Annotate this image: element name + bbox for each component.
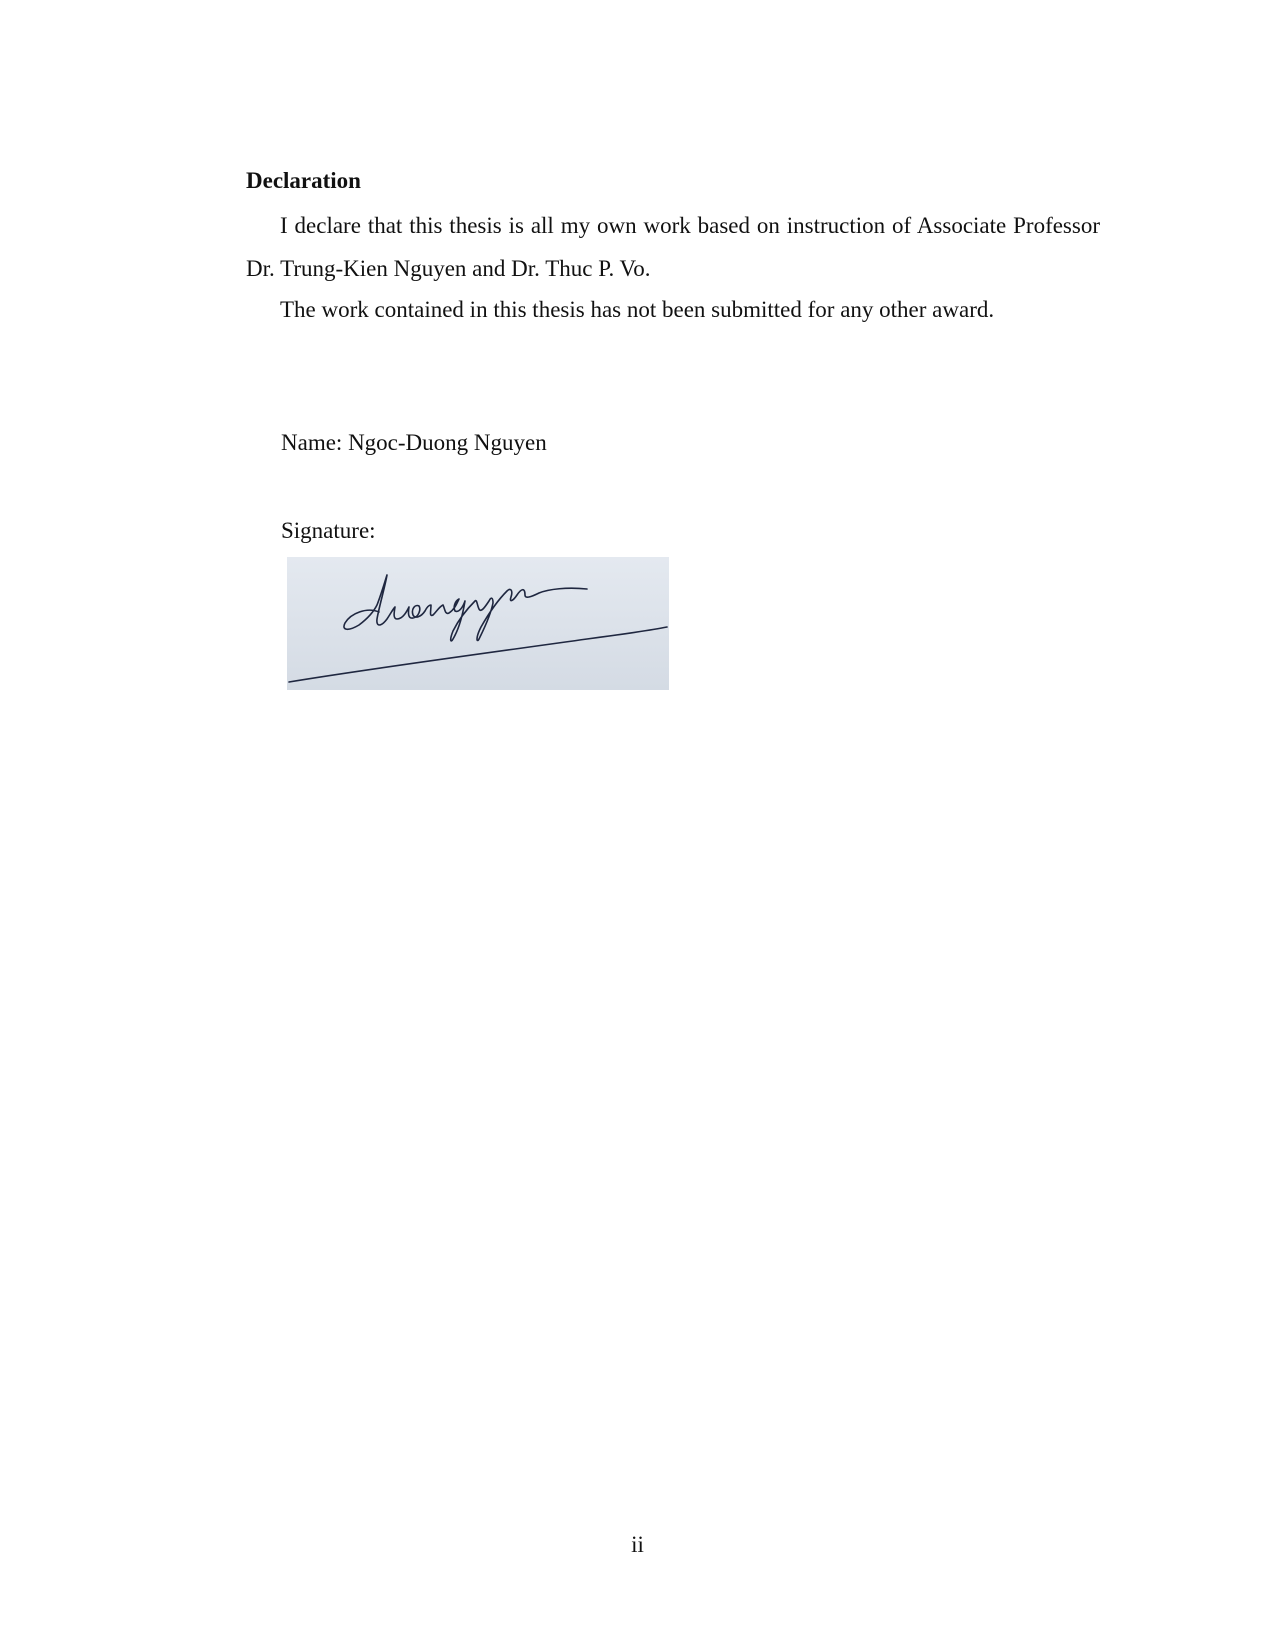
name-label: Name: [281,430,343,455]
section-heading: Declaration [246,168,361,193]
name-value: Ngoc-Duong Nguyen [348,430,547,455]
signature-image [287,557,669,690]
name-line [281,428,547,458]
signature-label: Signature: [281,518,376,543]
award-paragraph: The work contained in this thesis has not been submitted for any other award. [280,297,995,322]
page-number: ii [631,1532,644,1557]
declaration-paragraph: I declare that this thesis is all my own work based on instruction of Associate Professor Dr. Trung-Kien Nguyen and Dr. Thuc P. Vo. [246,213,1100,281]
